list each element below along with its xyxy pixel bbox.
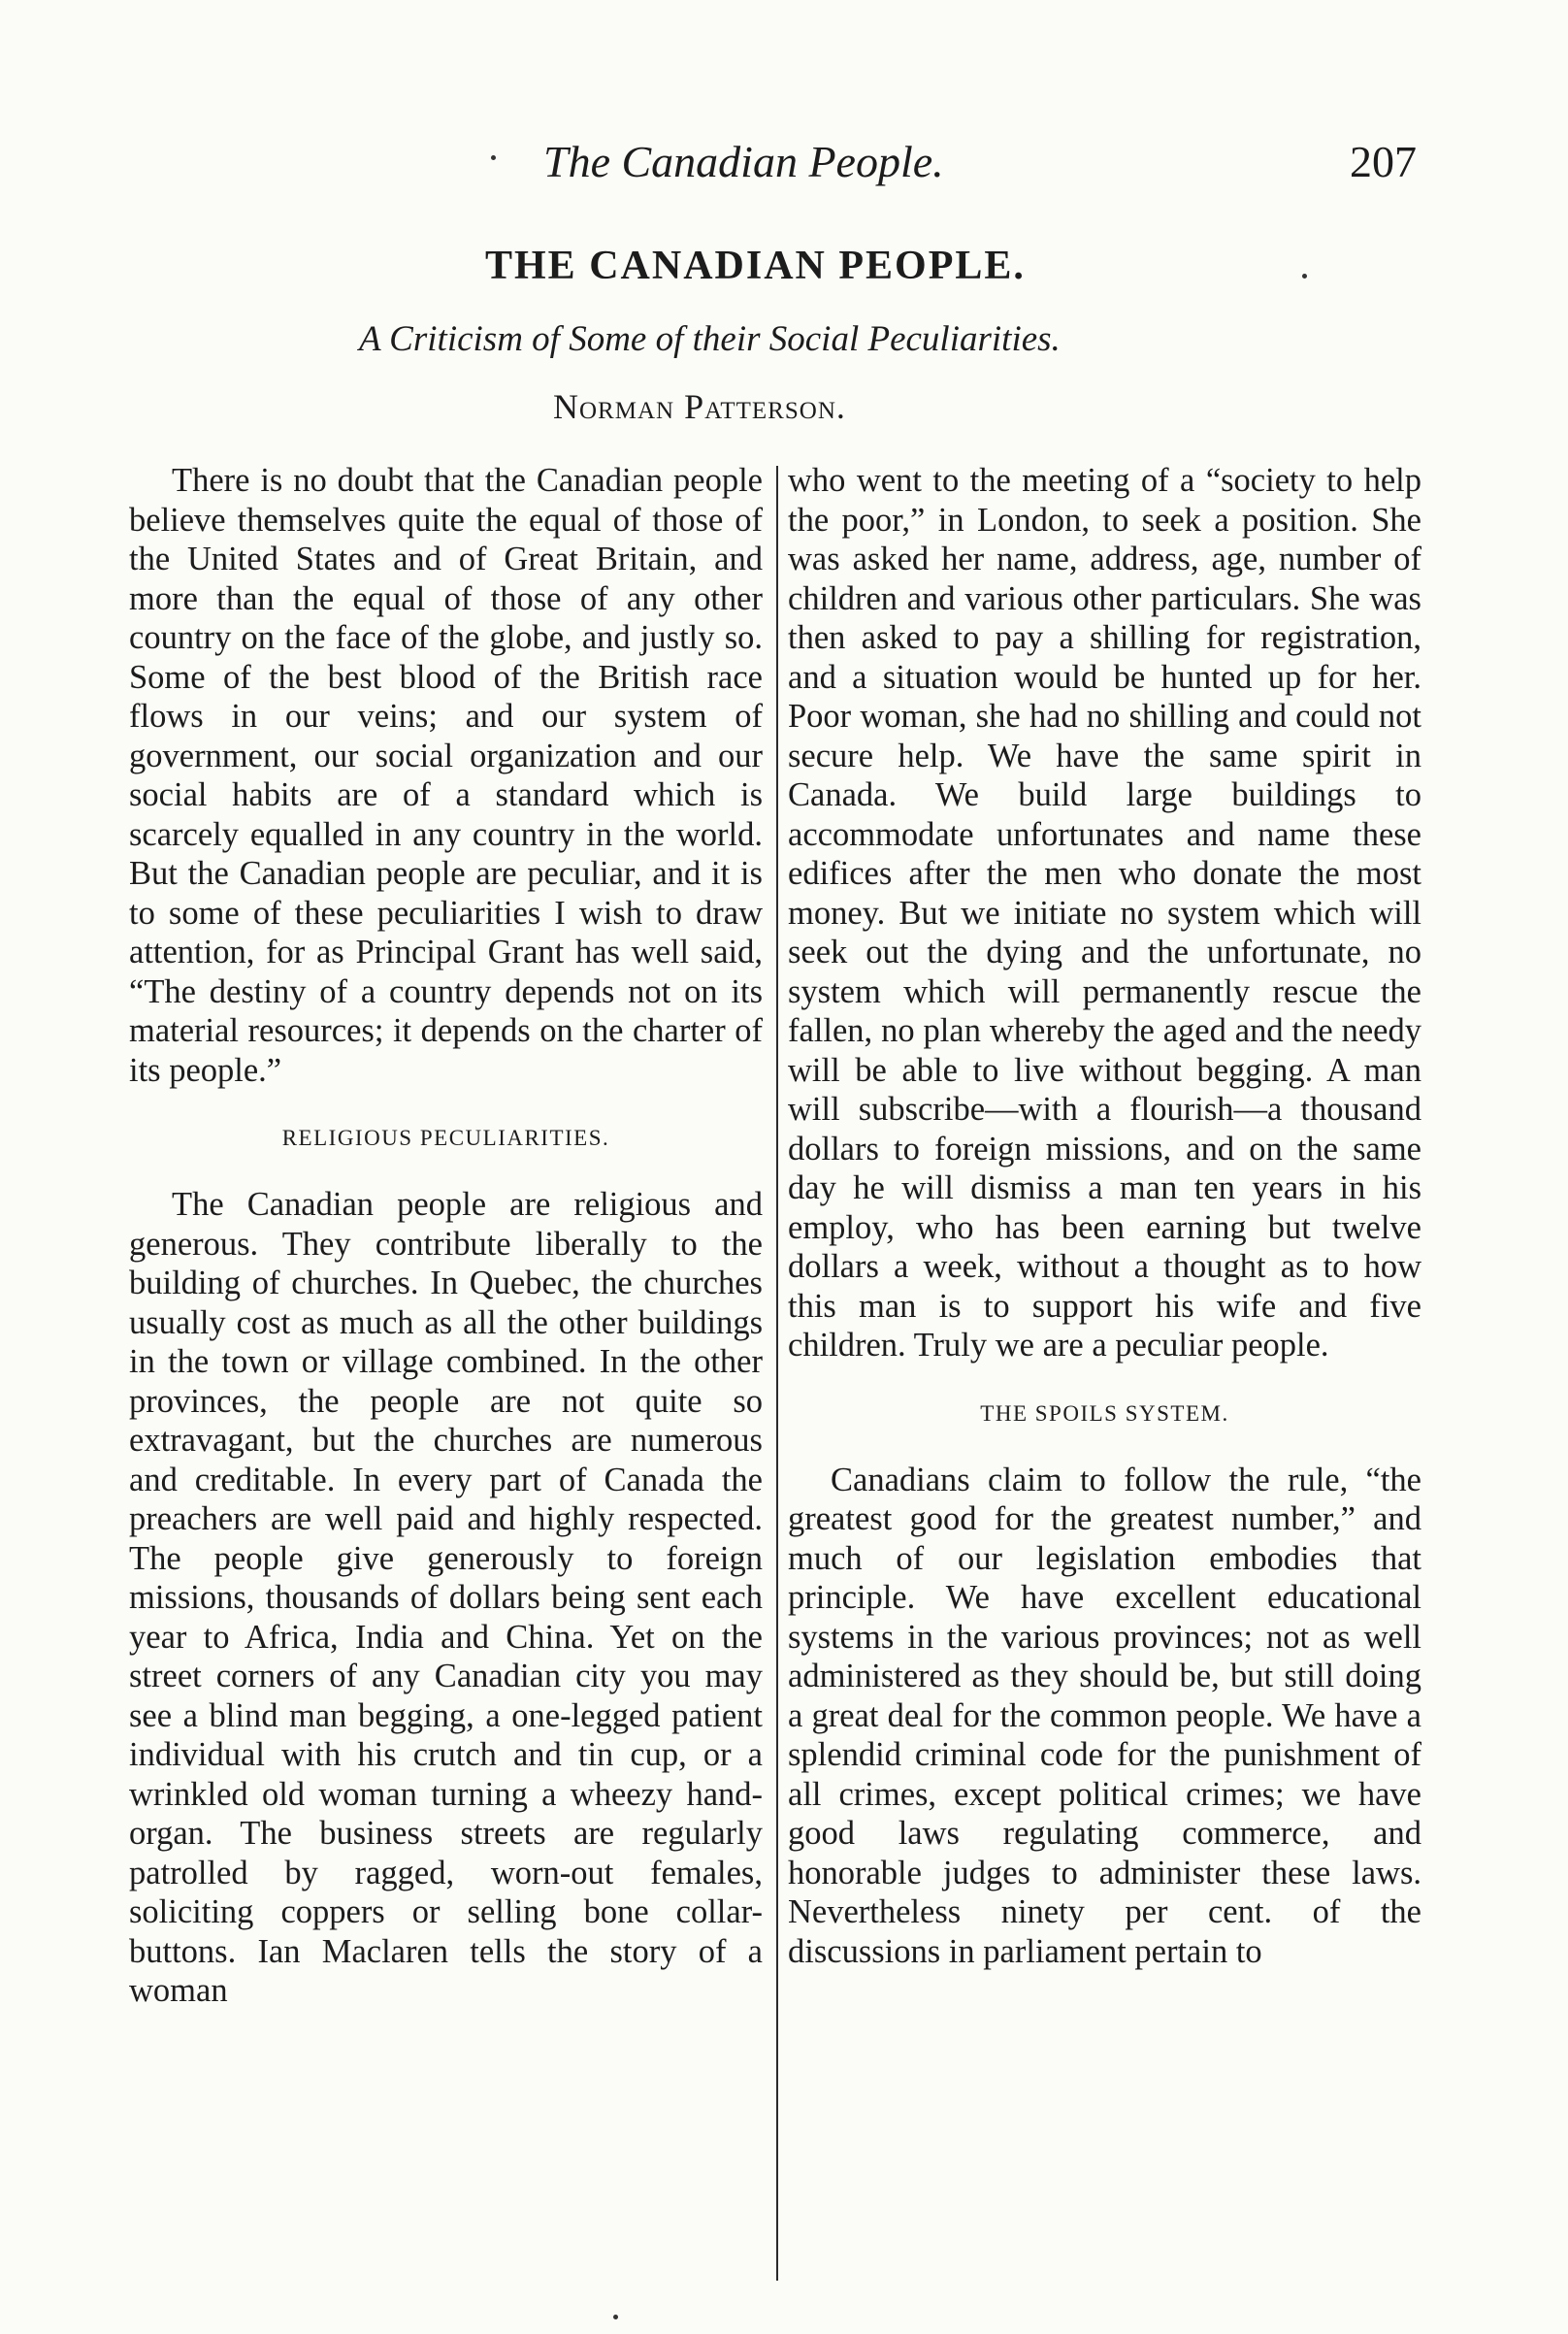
running-title: The Canadian People. [543, 137, 944, 186]
right-column [788, 461, 1421, 1971]
page-number: 207 [1350, 137, 1417, 186]
ink-speck [491, 155, 496, 160]
intro-paragraph: There is no doubt that the Canadian people believe themselves quite the equal of those of the United States and of Great Britain, and more than the equal of those of any other country on the face of the globe, and justly so. Some of the best blood of the British race flows in our veins; and our system of government, our social organization and our social habits are of a standard which is scarcely equalled in any country in the world. But the Canadian people are peculiar, and it is to some of these peculiarities I wish to draw attention, for as Principal Grant has well said, “The destiny of a country depends not on its material resources; it depends on the charter of its people.” [129, 462, 763, 1089]
spoils-paragraph: Canadians claim to follow the rule, “the greatest good for the greatest number,” and much of our legislation embodies that principle. We have excellent educational systems in the various provinces; not as well administered as they should be, but still doing a great deal for the common people. We have a splendid criminal code for the punishment of all crimes, except political crimes; we have good laws regulating commerce, and honorable judges to administer these laws. Nevertheless ninety per cent. of the discussions in parliament pertain to [788, 1461, 1421, 1970]
ink-speck [1302, 274, 1307, 279]
ink-speck [613, 2315, 618, 2319]
continuation-paragraph: who went to the meeting of a “society to help the poor,” in London, to seek a position. She was asked her name, address, age, number of children and various other particulars. She was then asked to pay a shilling for registration, and a situation would be hunted up for her. Poor woman, she had no shilling and could not secure help. We have the same spirit in Canada. We build large buildings to accommodate unfortunates and name these edifices after the men who donate the most money. But we initiate no system which will seek out the dying and the unfortunate, no system which will permanently rescue the fallen, no plan whereby the aged and the needy will be able to live without begging. A man will subscribe—with a flourish—a thousand dollars to foreign missions, and on the same day he will dismiss a man ten years in his employ, who has been earning but twelve dollars a week, without a thought as to how this man is to support his wife and five children. Truly we are a peculiar people. [788, 462, 1421, 1364]
left-column [129, 461, 763, 2011]
article-author: Norman Patterson. [553, 387, 846, 426]
section-heading-religious: RELIGIOUS PECULIARITIES. [281, 1126, 610, 1150]
section-heading-spoils: THE SPOILS SYSTEM. [980, 1400, 1229, 1426]
religious-paragraph: The Canadian people are religious and generous. They contribute liberally to the building of churches. In Quebec, the churches usually cost as much as all the other buildings in the town or village combined. In the other provinces, the people are not quite so extravagant, but the churches are numerous and creditable. In every part of Canada the preachers are well paid and highly respected. The people give generously to foreign missions, thousands of dollars being sent each year to Africa, India and China. Yet on the street corners of any Canadian city you may see a blind man begging, a one-legged patient individual with his crutch and tin cup, or a wrinkled old woman turning a wheezy hand-organ. The business streets are regularly patrolled by ragged, worn-out females, soliciting coppers or selling bone collar-buttons. Ian Maclaren tells the story of a woman [129, 1186, 763, 2009]
column-divider [776, 466, 778, 2281]
running-head [543, 136, 1417, 194]
article-title: THE CANADIAN PEOPLE. [485, 244, 1026, 288]
article-subtitle: A Criticism of Some of their Social Peculiarities. [359, 319, 1061, 359]
